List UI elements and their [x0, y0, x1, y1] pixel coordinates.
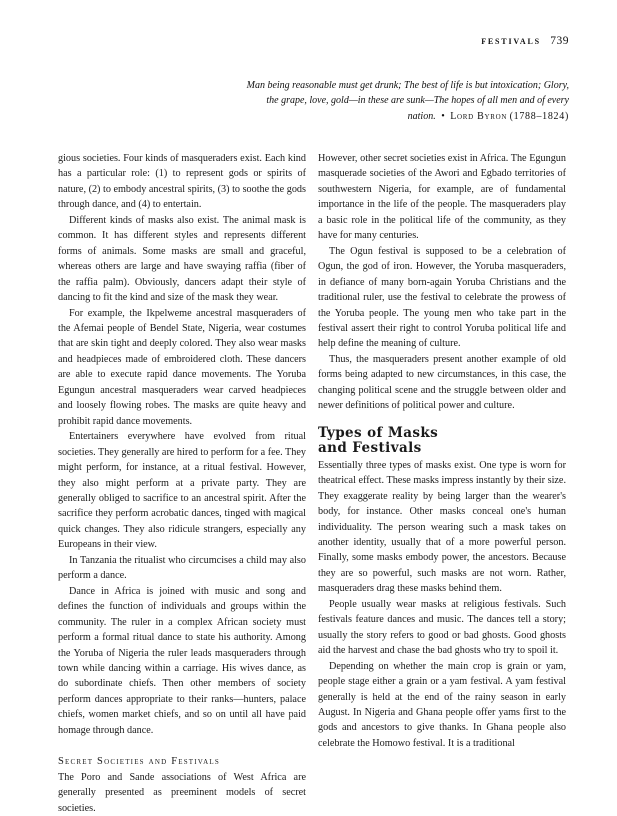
running-head: [481, 35, 569, 47]
left-column: [58, 151, 306, 816]
body-paragraph: Essentially three types of masks exist. One type is worn for theatrical effect. These masks impress instantly by their size. They exaggerate reality by being larger than the wearer's body, for instance. Other masks conceal one's human individuality. The person wearing such a mask takes on another identity, usually that of a more powerful person. Finally, some masks embody power, the ancestors. Because they are so powerful, such masks are not worn. Rather, masqueraders drag these masks behind them.: [318, 459, 566, 595]
section-heading-line-1: Types of Masks: [318, 424, 439, 441]
body-paragraph: The Ogun festival is supposed to be a celebration of Ogun, the god of iron. However, the Yoruba masqueraders, in defiance of many born-again Yoruba Christians and the traditional ruler, use the festival to celebrate the prowess of the Yoruba people. The young men who take part in the festival assert their right to control Yoruba political life and help define the meaning of culture.: [318, 245, 566, 350]
epigraph-dates: (1788–1824): [509, 110, 569, 122]
section-heading-line-2: and Festivals: [318, 440, 422, 457]
right-column: [318, 151, 566, 751]
body-paragraph: gious societies. Four kinds of masqueraders exist. Each kind has a particular role: (1) to represent gods or spirits of nature, (2) to embody ancestral spirits, (3) to soothe the gods through dance, and (4) to entertain.: [58, 153, 306, 211]
body-paragraph: Depending on whether the main crop is grain or yam, people stage either a grain or a yam festival. A yam festival generally is held at the end of the rainy season in early August. In Nigeria and Ghana people offer yams first to the gods and ancestors to give thanks. In Ghana people also celebrate the Homowo festival. It is a traditional: [318, 660, 566, 749]
body-paragraph: Different kinds of masks also exist. The animal mask is common. It has different styles and represents different forms of animals. Some masks are small and graceful, whereas others are large and have swaying raffia (fiber of the raffia palm). Obviously, dancers adapt their style of dancing to fit the kind and size of the mask they wear.: [58, 214, 306, 304]
body-paragraph: However, other secret societies exist in Africa. The Egungun masquerade societies of the Awori and Egbado territories of southwestern Nigeria, for example, are of fundamental importance in the life of the people. The masqueraders play a basic role in the political life of the community, as they have for many centuries.: [318, 153, 566, 242]
body-paragraph: For example, the Ikpelweme ancestral masqueraders of the Afemai people of Bendel State, Nigeria, wear costumes that are skin tight and deeply colored. They also wear masks and headpieces made of embroidered cloth. These dancers are able to execute rapid dance movements. The Yoruba Egungun ancestral masqueraders wear carved headpieces and loosely flowing robes. The masks are quite heavy and prohibit rapid dance movements.: [58, 307, 306, 427]
body-paragraph: The Poro and Sande associations of West Africa are generally presented as preeminent models of secret societies.: [58, 771, 306, 814]
body-paragraph: Dance in Africa is joined with music and song and defines the function of individuals and groups within the community. The ruler in a complex African society must perform a formal ritual dance to state his authority. Among the Yoruba of Nigeria the ruler leads masqueraders through town while dancing within a carriage. His wives dance, as do subordinate chiefs. Then other members of society perform dances appropriate to their ranks—hunters, palace chiefs, women market chiefs, and so on until all have paid homage through dance.: [58, 585, 306, 736]
epigraph-attribution: Lord Byron: [450, 110, 508, 122]
body-paragraph: In Tanzania the ritualist who circumcises a child may also perform a dance.: [58, 554, 306, 582]
section-subheading: Secret Societies and Festivals: [58, 756, 220, 768]
page-number: 739: [550, 35, 569, 47]
epigraph-quote: Man being reasonable must get drunk; The best of life is but intoxication; Glory, the grape, love, gold—in these are sunk—The hopes of all men and of every nation.: [246, 80, 569, 122]
epigraph-bullet: •: [441, 110, 445, 122]
body-paragraph: People usually wear masks at religious festivals. Such festivals feature dances and music. The dances tell a story; usually the story refers to good or bad ghosts. Good ghosts aid the harvest and chase the bad ghosts who try to spoil it.: [318, 598, 566, 657]
epigraph: [239, 78, 569, 124]
body-paragraph: Thus, the masqueraders present another example of old forms being adapted to new circumstances, in this case, the changing political scene and the struggle between older and newer definitions of political power and culture.: [318, 353, 566, 412]
section-heading: [318, 426, 566, 457]
body-paragraph: Entertainers everywhere have evolved from ritual societies. They generally are hired to perform for a fee. They might perform, for instance, at a ritual festival. However, they also might perform at a private party. They are generally obliged to sacrifice to an ancestral spirit. After the sacrifice they perform acrobatic dances, tinged with magical quick changes. They also ridicule strangers, especially any Europeans in their view.: [58, 431, 306, 551]
running-head-section: festivals: [481, 35, 541, 47]
